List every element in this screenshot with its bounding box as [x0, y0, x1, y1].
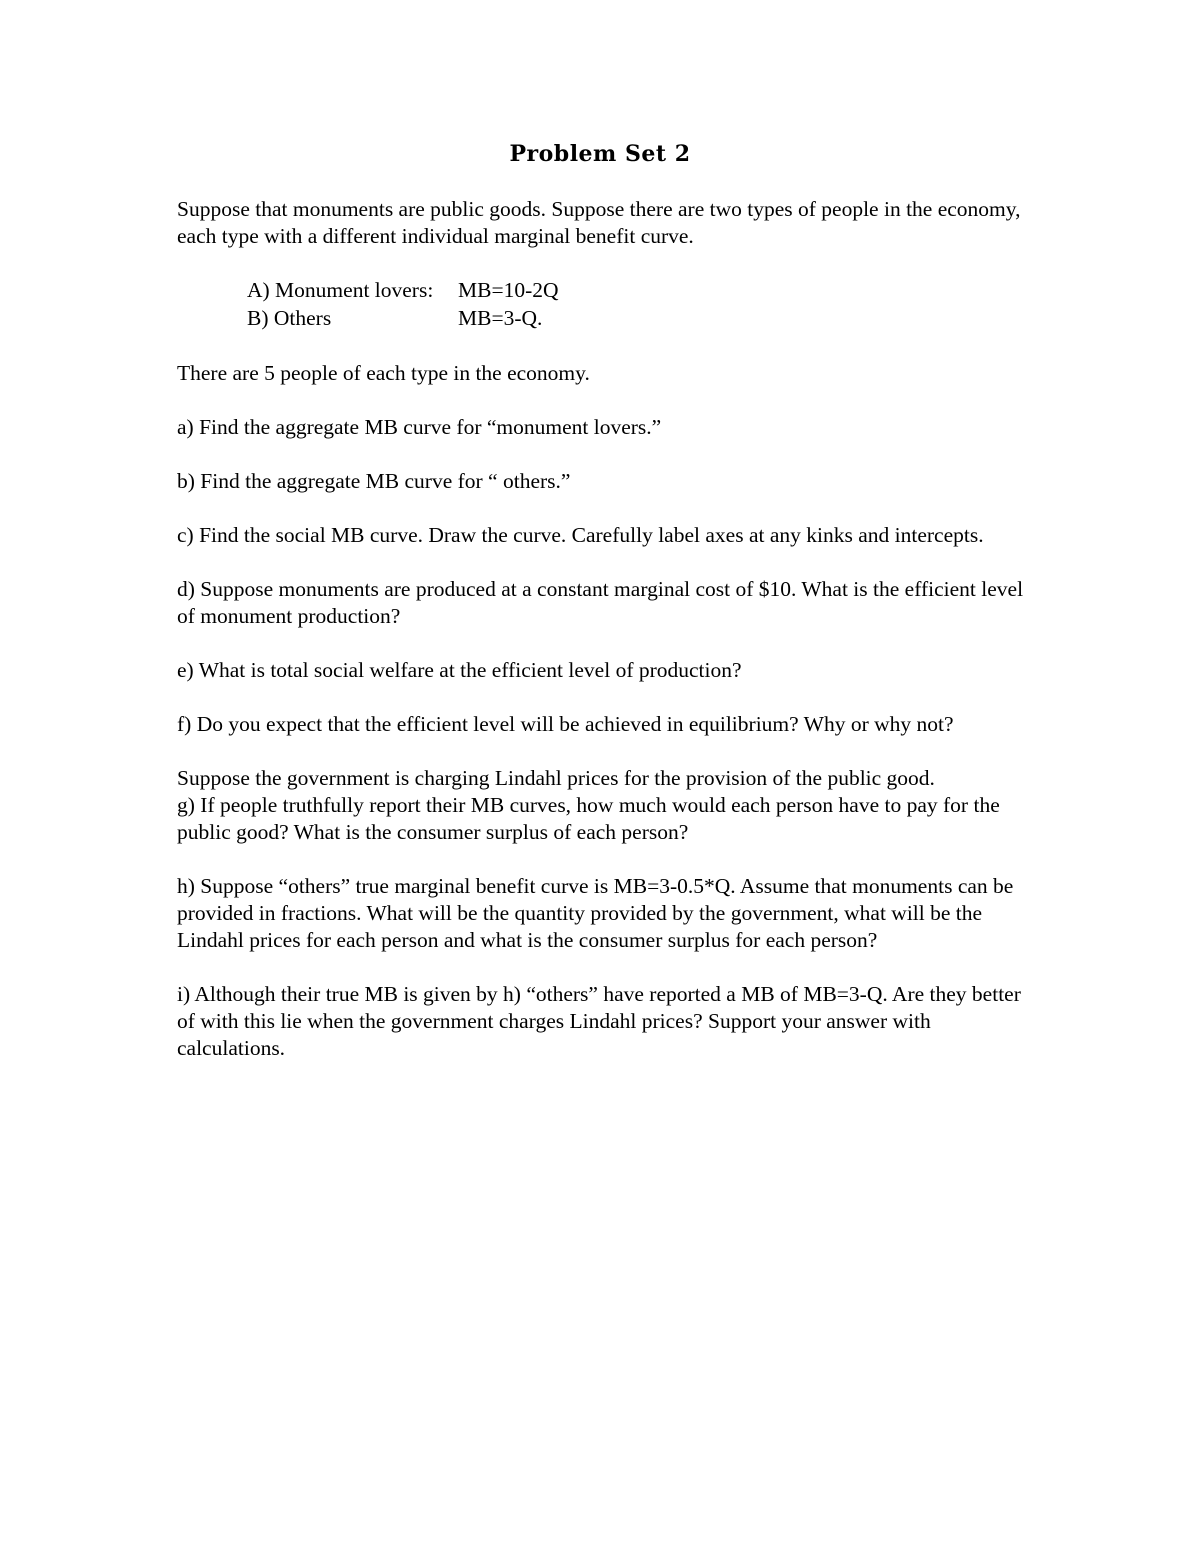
type-equation: MB=3-Q.: [458, 306, 543, 330]
question-h: h) Suppose “others” true marginal benefit curve is MB=3-0.5*Q. Assume that monuments can be provided in fractions. What will be the quantity provided by the government, what will be the Lindahl prices for each person and what is the consumer surplus for each person?: [177, 874, 1014, 952]
question-a: a) Find the aggregate MB curve for “monument lovers.”: [177, 415, 662, 439]
population-paragraph: There are 5 people of each type in the economy.: [177, 361, 590, 385]
question-d: d) Suppose monuments are produced at a constant marginal cost of $10. What is the efficient level of monument production?: [177, 577, 1024, 628]
question-i: i) Although their true MB is given by h) “others” have reported a MB of MB=3-Q. Are they better of with this lie when the government charges Lindahl prices? Support your answer with calculations.: [177, 982, 1021, 1060]
document-body: [177, 196, 1027, 1089]
type-row-monument-lovers: [247, 277, 1027, 305]
question-g: g) If people truthfully report their MB curves, how much would each person have to pay for the public good? What is the consumer surplus of each person?: [177, 793, 1000, 844]
intro-paragraph: Suppose that monuments are public goods. Suppose there are two types of people in the economy, each type with a different individual marginal benefit curve.: [177, 197, 1021, 248]
question-b: b) Find the aggregate MB curve for “ others.”: [177, 469, 571, 493]
question-f: f) Do you expect that the efficient level will be achieved in equilibrium? Why or why not?: [177, 712, 954, 736]
document-title: Problem Set 2: [509, 141, 691, 167]
type-label: B) Others: [247, 306, 332, 330]
type-row-others: [247, 305, 1027, 333]
question-c: c) Find the social MB curve. Draw the curve. Carefully label axes at any kinks and intercepts.: [177, 523, 984, 547]
types-list: [247, 277, 1027, 333]
type-equation: MB=10-2Q: [458, 278, 559, 302]
question-e: e) What is total social welfare at the efficient level of production?: [177, 658, 742, 682]
lindahl-intro: Suppose the government is charging Lindahl prices for the provision of the public good.: [177, 766, 935, 790]
type-label: A) Monument lovers:: [247, 278, 434, 302]
